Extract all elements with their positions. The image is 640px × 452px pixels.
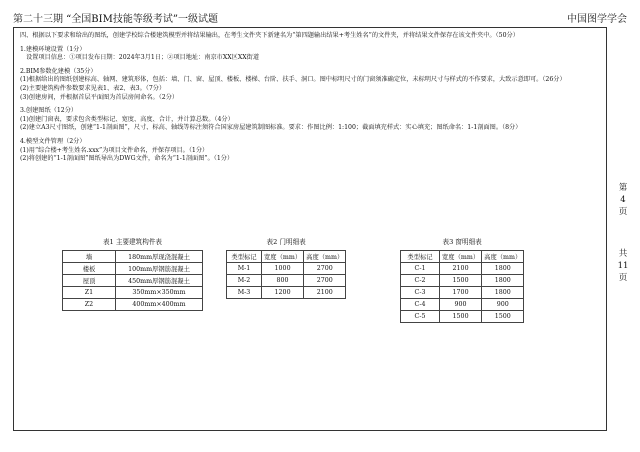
table-row: 墙 180mm厚现浇混凝土 — [63, 251, 203, 263]
table-1-components — [62, 236, 203, 311]
organization-name: 中国图学学会 — [567, 14, 627, 25]
table-2-doors — [226, 236, 346, 299]
section-3-title: 3.创建图纸（12分） — [20, 107, 78, 115]
table-row: M-2 800 2700 — [227, 275, 346, 287]
table-1-caption: 表1 主要建筑构件表 — [102, 238, 163, 246]
table-header-row: 类型标记 宽度（mm） 高度（mm） — [227, 251, 346, 263]
section-4-line-1: (1)用“综合楼+考生姓名.xxx”为项目文件命名，并保存项目。（1分） — [20, 146, 209, 154]
table-row: 楼板 100mm厚钢筋混凝土 — [63, 263, 203, 275]
question-content — [20, 32, 600, 164]
section-2-line-2: (2)主要建筑构件参数要求见表1、表2、表3。（7分） — [20, 84, 166, 92]
table-3-caption: 表3 窗明细表 — [442, 238, 482, 246]
page-number: 第 4 页 — [618, 183, 628, 217]
section-1-line-1: 设置项目信息：①项目发布日期：2024年3月1日；②项目地址：南京市XX区XX街道 — [26, 54, 260, 62]
table-row: C-3 1700 1800 — [401, 287, 524, 299]
table-row: M-1 1000 2700 — [227, 263, 346, 275]
section-3-line-1: (1)创建门窗表，要求包含类型标记、宽度、高度、合计，并计算总数。（4分） — [20, 115, 234, 123]
table-header-row: 类型标记 宽度（mm） 高度（mm） — [401, 251, 524, 263]
table-2-caption: 表2 门明细表 — [266, 238, 306, 246]
section-4-line-2: (2)将创建的“1-1剖面图”图纸导出为DWG文件，命名为“1-1剖面图”。（1分） — [20, 155, 234, 163]
section-1-title: 1.建模环境设置（1分） — [20, 45, 86, 53]
table-row: C-4 900 900 — [401, 299, 524, 311]
table-row: C-2 1500 1800 — [401, 275, 524, 287]
page-total: 共 11 页 — [617, 249, 629, 283]
table-row: C-5 1500 1500 — [401, 311, 524, 323]
document-title: 第二十三期 “全国BIM技能等级考试”一级试题 — [13, 14, 218, 25]
table-row: C-1 2100 1800 — [401, 263, 524, 275]
section-2-line-1: (1)根据给出的图纸创建标高、轴网、建筑形体，包括：墙、门、窗、屋顶、楼板、楼梯、台阶、扶手、洞口。图中标明尺寸的门窗须准确定位，未标明尺寸与样式的不作要求，大致示意即可。（26分） — [20, 76, 566, 84]
table-row: 屋顶 450mm厚钢筋混凝土 — [63, 275, 203, 287]
section-4-title: 4.模型文件管理（2分） — [20, 137, 86, 145]
section-2-title: 2.BIM参数化建模（35分） — [20, 67, 97, 75]
table-row: M-3 1200 2100 — [227, 287, 346, 299]
table-3-windows — [400, 236, 524, 323]
section-2-line-3: (3)创建房间，并根据首层平面图为首层房间命名。（2分） — [20, 93, 179, 101]
table-row: Z2 400mm×400mm — [63, 299, 203, 311]
section-3-line-2: (2)建立A3尺寸图纸，创建“1-1剖面图”，尺寸、标高、轴线等标注须符合国家房屋建筑制图标准。要求：作图比例：1:100；截面填充样式：实心填充；图纸命名：1-1剖面图。（8分） — [20, 124, 522, 132]
table-row: Z1 350mm×350mm — [63, 287, 203, 299]
question-intro: 四、根据以下要求和给出的图纸，创建学校综合楼建筑模型并将结果输出，在考生文件夹下新建名为“第四题输出结果+考生姓名”的文件夹，并将结果文件保存在该文件夹中。（50分） — [20, 32, 519, 39]
